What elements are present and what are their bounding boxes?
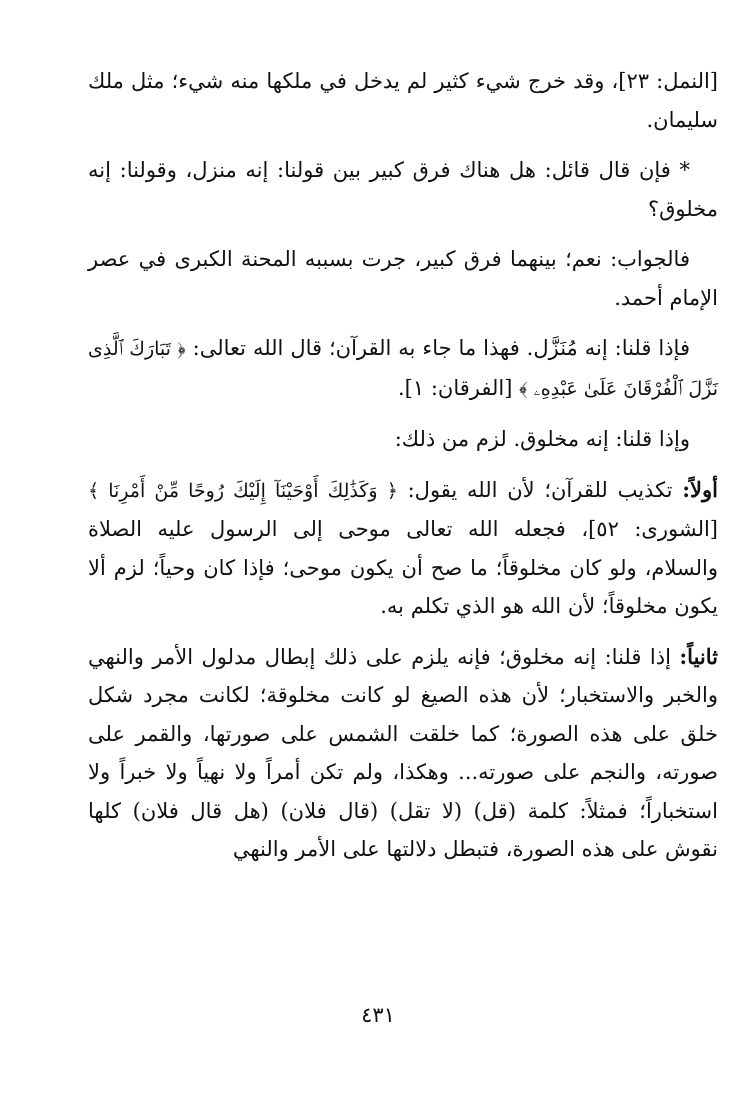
paragraph-6-after: [الشورى: ٥٢]، فجعله الله تعالى موحى إلى الرسول عليه الصلاة والسلام، ولو كان مخلوقاً؛ ما صح أن يكون موحى؛ فإذا كان وحياً؛ لزم ألا يكون مخلوقاً؛ لأن الله هو الذي تكلم به. [88,517,718,618]
paragraph-6-lead: أولاً: [682,476,718,502]
quran-verse-furqan: ﴿ تَبَارَكَ ٱلَّذِى نَزَّلَ ٱلْفُرْقَانَ عَلَىٰ عَبْدِهِۦ ﴾ [88,338,718,400]
paragraph-5-text: وإذا قلنا: إنه مخلوق. لزم من ذلك: [394,427,690,451]
paragraph-6 [88,471,718,626]
page-number: ٤٣١ [361,1003,395,1027]
paragraph-3-text: فالجواب: نعم؛ بينهما فرق كبير، جرت بسببه المحنة الكبرى في عصر الإمام أحمد. [88,247,718,310]
paragraph-1 [88,62,718,139]
paragraph-7-lead: ثانياً: [679,643,718,669]
paragraph-3 [88,240,718,317]
paragraph-2 [88,151,718,228]
paragraph-5 [88,420,718,459]
page-body [88,62,718,881]
paragraph-1-text: [النمل: ٢٣]، وقد خرج شيء كثير لم يدخل في ملكها منه شيء؛ مثل ملك سليمان. [88,69,719,132]
paragraph-4-before: فإذا قلنا: إنه مُنَزَّل. فهذا ما جاء به القرآن؛ قال الله تعالى: [192,336,690,360]
quran-verse-shura: ﴿ وَكَذَٰلِكَ أَوْحَيْنَآ إِلَيْكَ رُوحًا مِّنْ أَمْرِنَا ﴾ [88,479,398,502]
paragraph-4 [88,329,718,408]
paragraph-4-reference: [الفرقان: ١]. [398,375,513,400]
paragraph-6-before: تكذيب للقرآن؛ لأن الله يقول: [407,477,673,502]
paragraph-2-text: * فإن قال قائل: هل هناك فرق كبير بين قولنا: إنه منزل، وقولنا: إنه مخلوق؟ [88,158,718,221]
paragraph-7-text: إذا قلنا: إنه مخلوق؛ فإنه يلزم على ذلك إبطال مدلول الأمر والنهي والخبر والاستخبار؛ لأن هذه الصيغ لو كانت مخلوقة؛ لكانت مجرد شكل خلق على هذه الصورة؛ كما خلقت الشمس على صورتها، والقمر على صورته، والنجم على صورته... وهكذا، ولم تكن أمراً ولا نهياً ولا خبراً ولا استخباراً؛ فمثلاً: كلمة (قل) (لا تقل) (قال فلان) (هل قال فلان) كلها نقوش على هذه الصورة، فتبطل دلالتها على الأمر والنهي [88,644,718,861]
paragraph-7 [88,638,718,869]
